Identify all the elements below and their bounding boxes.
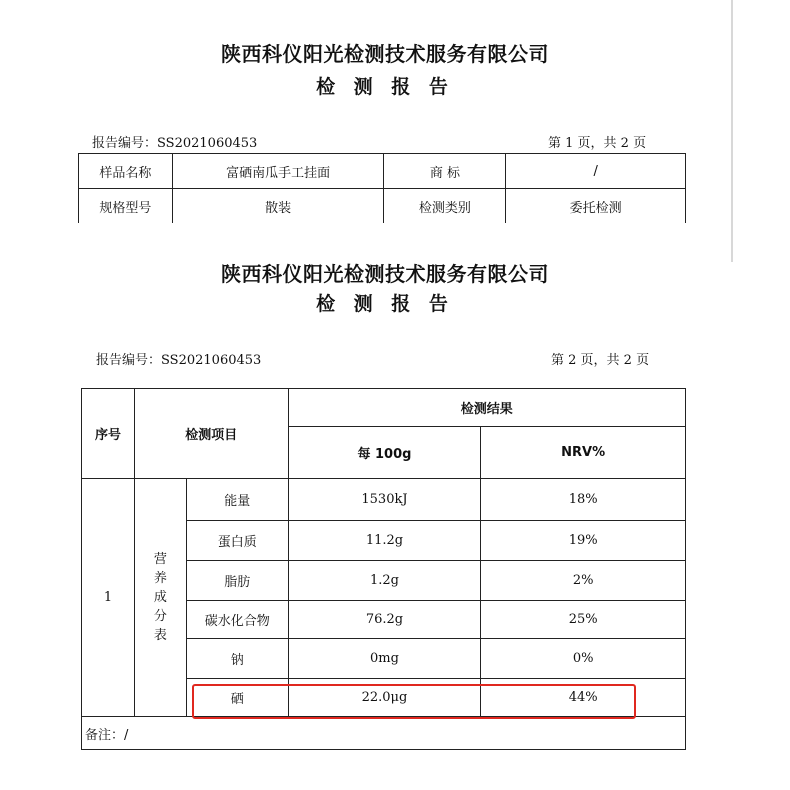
nutrient-nrv: 44% bbox=[481, 679, 686, 717]
nutrient-name: 碳水化合物 bbox=[186, 601, 288, 639]
nutrient-name: 钠 bbox=[186, 639, 288, 679]
nutrient-per100: 22.0μg bbox=[288, 679, 481, 717]
nutrient-name: 蛋白质 bbox=[186, 521, 288, 561]
table-row bbox=[82, 479, 686, 521]
test-type-label: 检测类别 bbox=[384, 189, 506, 224]
nrv-header: NRV% bbox=[481, 427, 686, 479]
trademark-label: 商 标 bbox=[384, 154, 506, 189]
seq-header: 序号 bbox=[82, 389, 135, 479]
nutrition-group-label bbox=[134, 479, 186, 717]
table-row bbox=[79, 189, 686, 224]
company-name-page1: 陕西科仪阳光检测技术服务有限公司 bbox=[221, 42, 549, 66]
remark-cell: 备注：/ bbox=[82, 717, 686, 750]
nutrient-per100: 0mg bbox=[288, 639, 481, 679]
sample-name-label: 样品名称 bbox=[79, 154, 173, 189]
per100g-header: 每 100g bbox=[288, 427, 481, 479]
nutrient-nrv: 19% bbox=[481, 521, 686, 561]
nutrient-per100: 76.2g bbox=[288, 601, 481, 639]
table-row bbox=[79, 154, 686, 189]
result-header: 检测结果 bbox=[288, 389, 685, 427]
nutrient-name: 脂肪 bbox=[186, 561, 288, 601]
table-row bbox=[82, 717, 686, 750]
page-info-page1: 第 1 页，共 2 页 bbox=[548, 136, 647, 151]
report-number-page2: 报告编号：SS2021060453 bbox=[96, 353, 262, 368]
sample-name-value: 富硒南瓜手工挂面 bbox=[172, 154, 384, 189]
nutrient-nrv: 25% bbox=[481, 601, 686, 639]
nutrient-per100: 11.2g bbox=[288, 521, 481, 561]
selenium-row-highlight bbox=[192, 684, 636, 719]
seq-cell: 1 bbox=[82, 479, 135, 717]
nutrient-name: 能量 bbox=[186, 479, 288, 521]
trademark-value: / bbox=[506, 154, 686, 189]
nutrient-nrv: 2% bbox=[481, 561, 686, 601]
report-title-page1: 检 测 报 告 bbox=[316, 76, 454, 98]
nutrient-nrv: 0% bbox=[481, 639, 686, 679]
test-type-value: 委托检测 bbox=[506, 189, 686, 224]
table-row bbox=[82, 389, 686, 427]
page-info-page2: 第 2 页，共 2 页 bbox=[551, 353, 650, 368]
sample-info-table bbox=[78, 153, 686, 223]
spec-label: 规格型号 bbox=[79, 189, 173, 224]
nutrient-per100: 1530kJ bbox=[288, 479, 481, 521]
report-number-page1: 报告编号：SS2021060453 bbox=[92, 136, 258, 151]
company-name-page2: 陕西科仪阳光检测技术服务有限公司 bbox=[221, 262, 549, 286]
nutrient-nrv: 18% bbox=[481, 479, 686, 521]
nutrition-group-text: 营 养 成 分 表 bbox=[153, 552, 167, 643]
item-header: 检测项目 bbox=[134, 389, 288, 479]
nutrient-name: 硒 bbox=[186, 679, 288, 717]
nutrient-per100: 1.2g bbox=[288, 561, 481, 601]
report-title-page2: 检 测 报 告 bbox=[316, 293, 454, 315]
spec-value: 散装 bbox=[172, 189, 384, 224]
